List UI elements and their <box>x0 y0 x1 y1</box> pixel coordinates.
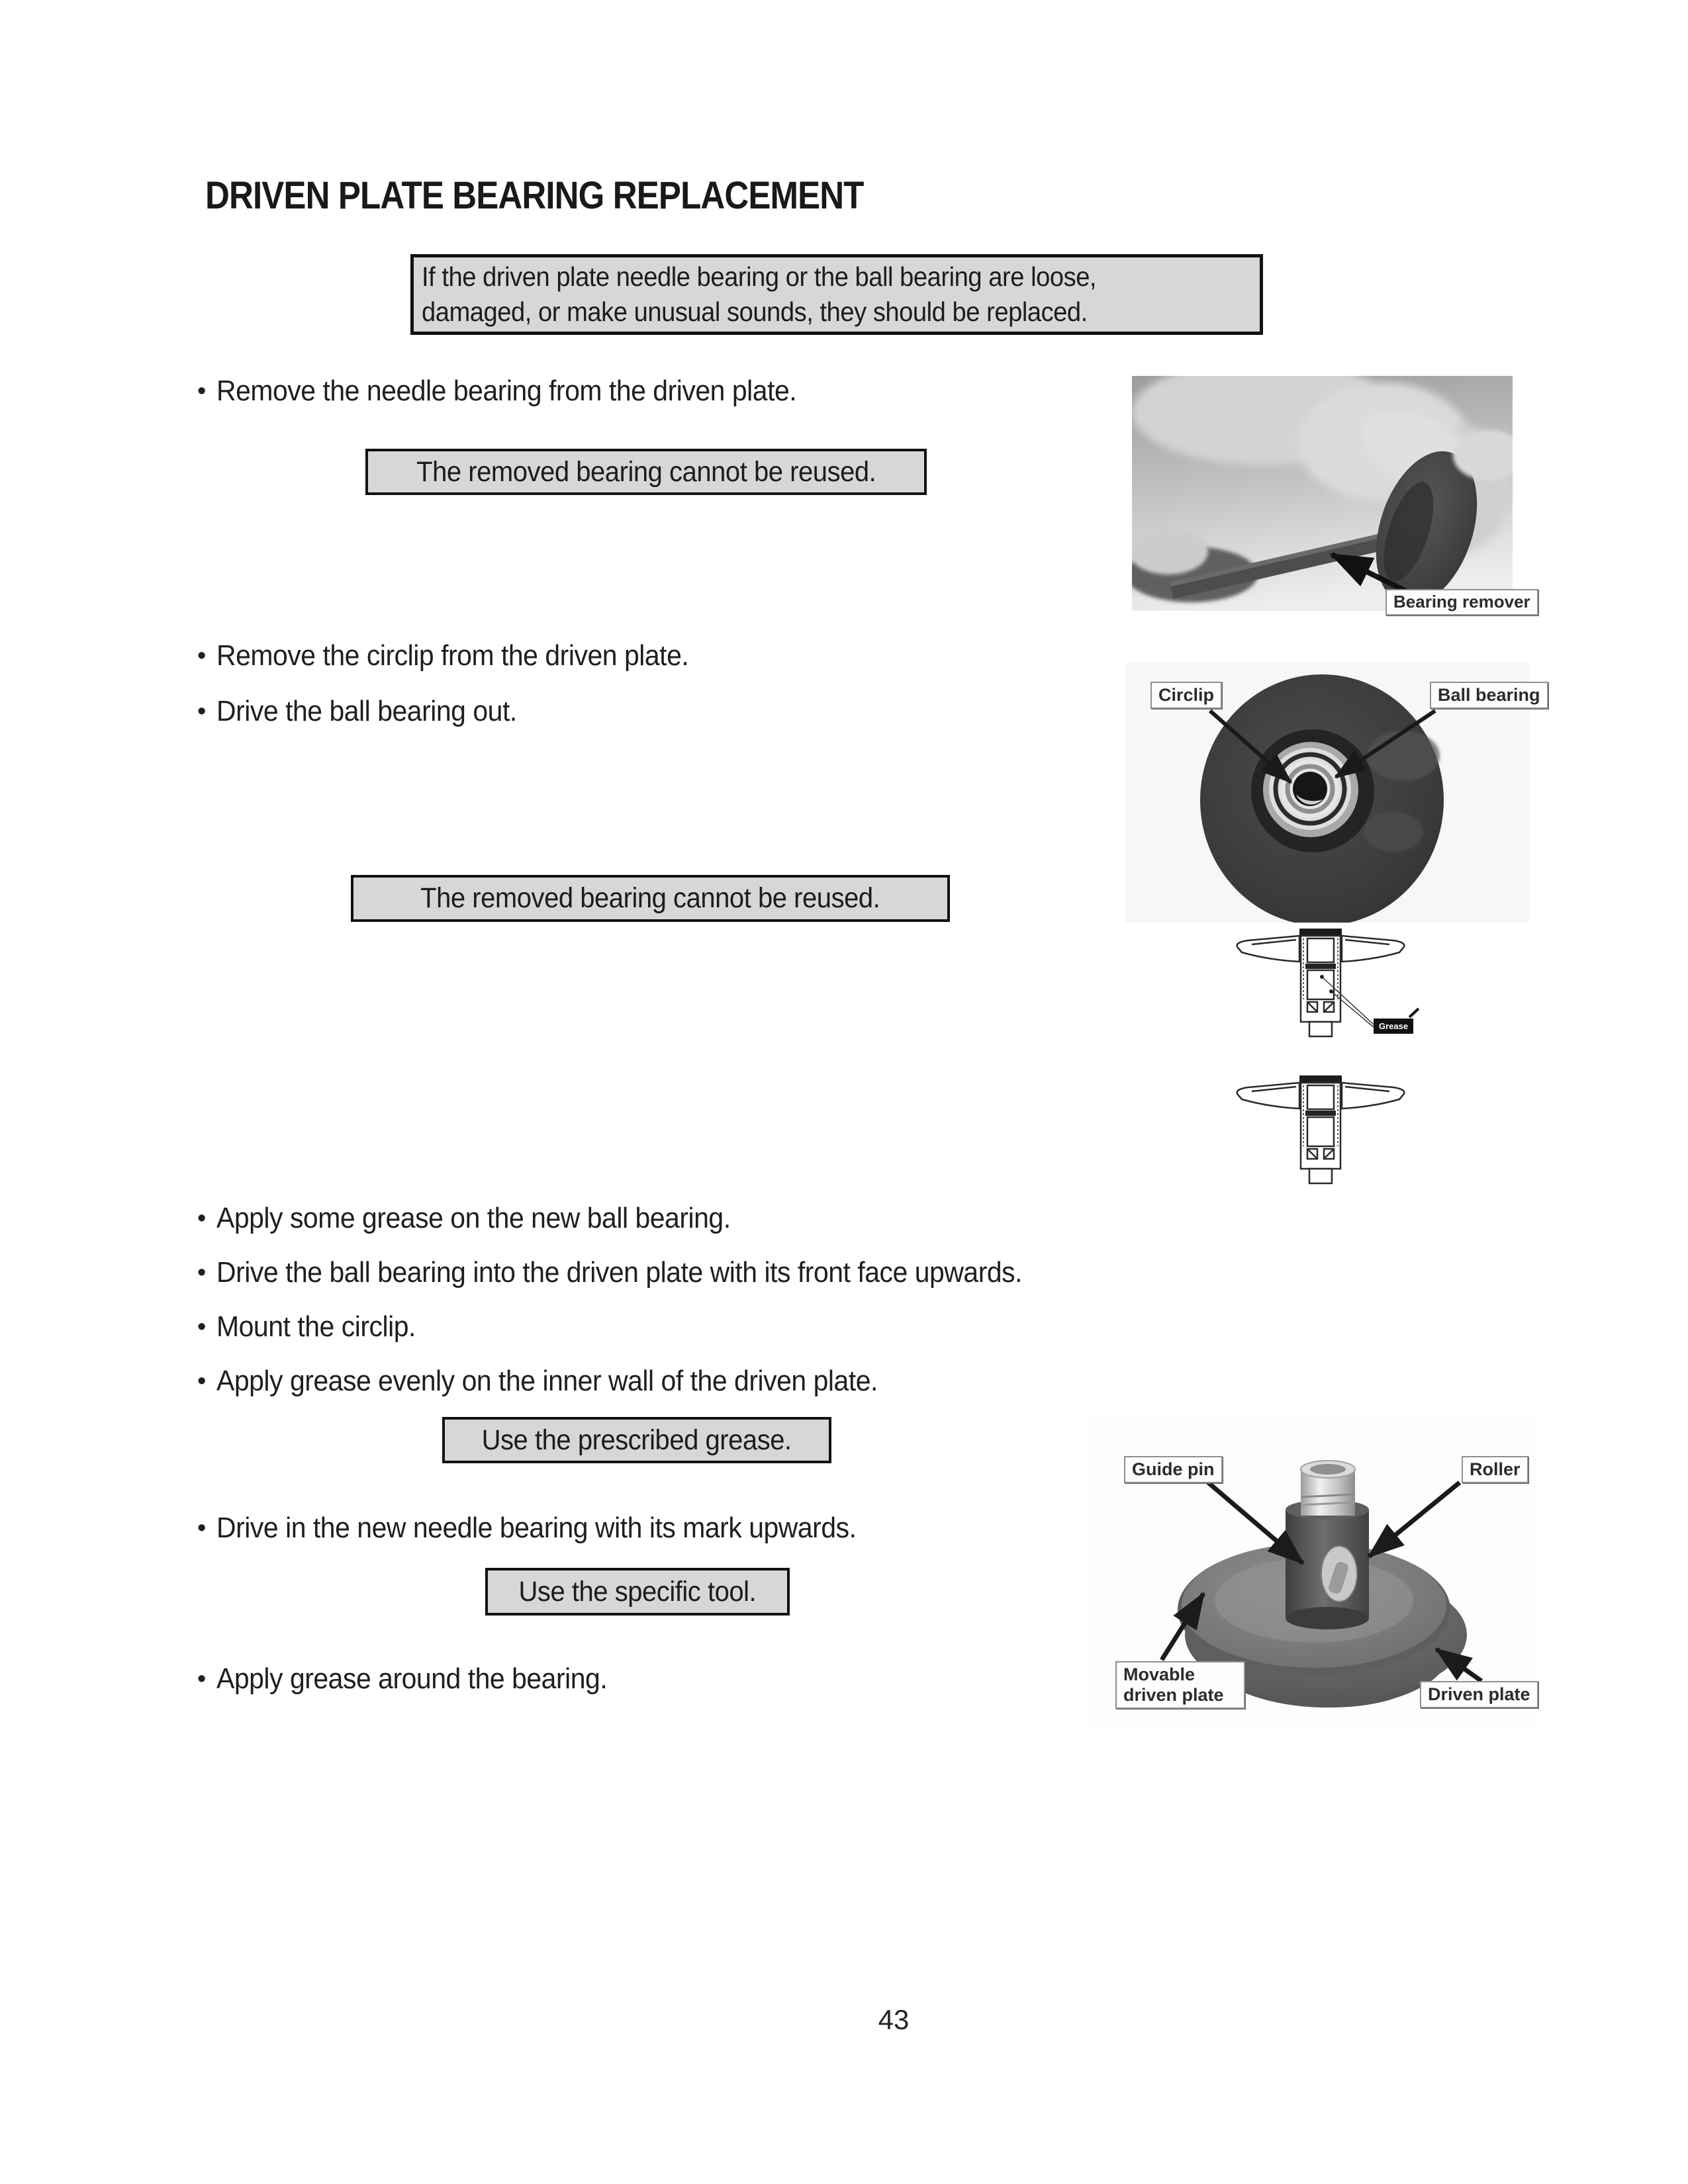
page-title <box>205 173 953 218</box>
label-text: Circlip <box>1158 685 1215 705</box>
bullet-text: Drive the ball bearing into the driven plate with its front face upwards. <box>216 1256 1022 1289</box>
page-title-text: DRIVEN PLATE BEARING REPLACEMENT <box>205 174 864 217</box>
shaft-bore <box>1310 1464 1346 1475</box>
bullet-dot: • <box>197 698 206 725</box>
lower-hand <box>1132 528 1208 574</box>
figure-pulley-assembly-photo <box>1086 1416 1539 1727</box>
note-line-2: damaged, or make unusual sounds, they should be replaced. <box>422 296 1088 327</box>
label-text: Roller <box>1470 1459 1521 1479</box>
label-text: Bearing remover <box>1393 592 1530 612</box>
guide-pin-label <box>1124 1456 1223 1483</box>
label-text: Guide pin <box>1132 1459 1215 1479</box>
callout-text: The removed bearing cannot be reused. <box>416 455 876 488</box>
grease-point-1 <box>1320 975 1324 979</box>
hub-top-cap <box>1299 1075 1342 1083</box>
driven-plate-label <box>1420 1681 1538 1708</box>
bullet-text: Apply grease around the bearing. <box>216 1662 608 1695</box>
note-line-1: If the driven plate needle bearing or the ball bearing are loose, <box>422 261 1097 292</box>
callout-bearing-not-reused-2 <box>351 875 950 922</box>
callout-specific-tool <box>485 1568 790 1615</box>
cross-section-artwork <box>1221 925 1420 1041</box>
bullet-apply-grease-ball-bearing <box>197 1202 769 1235</box>
lower-cavity <box>1307 1117 1334 1146</box>
hub-cylinder-base <box>1286 1607 1369 1629</box>
callout-text: Use the specific tool. <box>518 1575 757 1608</box>
bullet-dot: • <box>197 1665 206 1693</box>
bullet-dot: • <box>197 1514 206 1542</box>
hub-top-cap <box>1299 929 1342 936</box>
bearing-remover-label <box>1385 589 1538 615</box>
bullet-drive-ball-bearing-out <box>197 695 539 728</box>
cross-section-artwork-2 <box>1221 1072 1420 1188</box>
bullet-text: Remove the circlip from the driven plate. <box>216 639 689 672</box>
grease-point-2 <box>1329 989 1333 993</box>
bullet-text: Apply some grease on the new ball bearing. <box>216 1202 731 1234</box>
callout-text: The removed bearing cannot be reused. <box>420 882 880 914</box>
grease-tag-flag <box>1409 1009 1419 1017</box>
figure-circlip-ball-bearing-photo <box>1125 663 1540 923</box>
bullet-drive-needle-bearing-in <box>197 1512 904 1545</box>
mid-bar <box>1305 1111 1336 1116</box>
label-text: Driven plate <box>1428 1684 1530 1704</box>
bullet-dot: • <box>197 1313 206 1341</box>
bullet-text: Mount the circlip. <box>216 1310 416 1343</box>
callout-text: Use the prescribed grease. <box>481 1424 792 1456</box>
label-text: Movable driven plate <box>1123 1664 1224 1706</box>
bullet-dot: • <box>197 1259 206 1287</box>
figure-bearing-remover-photo <box>1132 376 1530 612</box>
grease-tag-text: Grease <box>1378 1021 1409 1031</box>
movable-driven-plate-label <box>1115 1661 1245 1709</box>
bullet-dot: • <box>197 642 206 670</box>
mid-bar <box>1305 964 1336 969</box>
upper-cavity <box>1307 1085 1334 1109</box>
bullet-remove-needle-bearing <box>197 375 840 408</box>
bullet-drive-ball-bearing-in <box>197 1256 1082 1289</box>
bullet-apply-grease-around-bearing <box>197 1662 637 1696</box>
roller-label <box>1462 1456 1528 1483</box>
bullet-mount-circlip <box>197 1310 430 1343</box>
bullet-dot: • <box>197 1367 206 1395</box>
page-number: 43 <box>878 2004 910 2035</box>
bullet-remove-circlip <box>197 639 724 672</box>
stem-neck <box>1309 1169 1332 1183</box>
callout-prescribed-grease <box>442 1417 831 1463</box>
bullet-apply-grease-inner-wall <box>197 1365 927 1398</box>
upper-cavity <box>1307 938 1334 962</box>
callout-bearing-not-reused-1 <box>365 449 927 495</box>
note-box-replace-condition <box>410 254 1263 335</box>
bullet-dot: • <box>197 1205 206 1232</box>
label-text: Ball bearing <box>1438 685 1540 705</box>
ball-bearing-label <box>1430 682 1548 709</box>
disc-reflection-2 <box>1364 812 1423 852</box>
circlip-label <box>1150 682 1222 709</box>
disc-reflection <box>1367 731 1440 781</box>
bullet-text: Remove the needle bearing from the driven plate. <box>216 375 797 407</box>
bullet-text: Drive the ball bearing out. <box>216 695 517 727</box>
bullet-dot: • <box>197 377 206 405</box>
figure-cross-section-diagram <box>1221 1072 1420 1188</box>
bullet-text: Apply grease evenly on the inner wall of the driven plate. <box>216 1365 878 1397</box>
stem-neck <box>1309 1022 1332 1036</box>
bullet-text: Drive in the new needle bearing with its mark upwards. <box>216 1512 857 1544</box>
figure-cross-section-grease-diagram <box>1221 925 1420 1041</box>
bearing-remover-artwork <box>1132 376 1513 611</box>
